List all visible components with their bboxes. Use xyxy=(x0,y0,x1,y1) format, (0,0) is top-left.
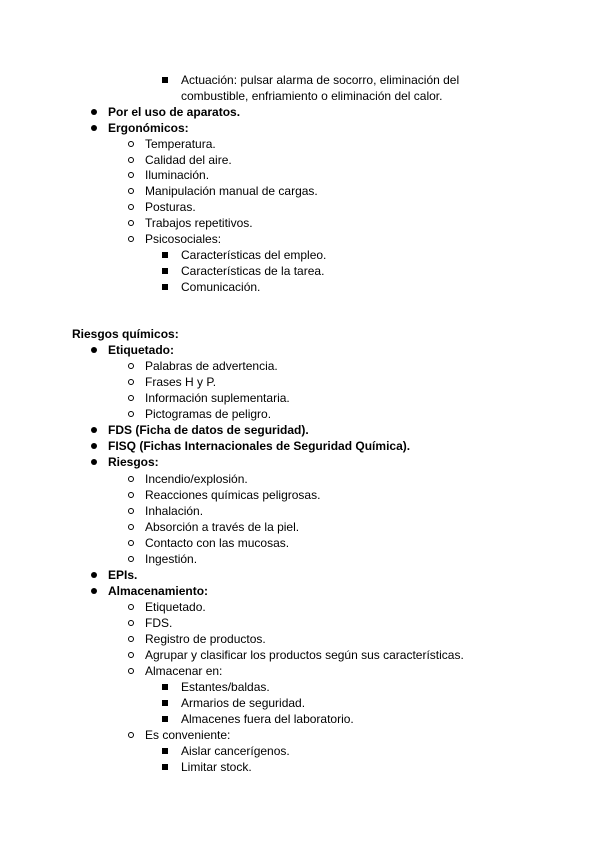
bullet-square xyxy=(162,684,168,690)
list-item: Registro de productos. xyxy=(145,632,266,646)
list-item: Trabajos repetitivos. xyxy=(145,216,253,230)
bullet-dot xyxy=(91,109,97,115)
bullet-ring xyxy=(128,732,134,738)
bullet-ring xyxy=(128,141,134,147)
list-item: Es conveniente: xyxy=(145,728,231,742)
list-item: Reacciones químicas peligrosas. xyxy=(145,488,321,502)
bullet-ring xyxy=(128,636,134,642)
bullet-ring xyxy=(128,620,134,626)
list-item: Calidad del aire. xyxy=(145,153,232,167)
bullet-ring xyxy=(128,236,134,242)
bullet-square xyxy=(162,700,168,706)
almacenamiento-heading: Almacenamiento: xyxy=(108,584,209,598)
fisq-item: FISQ (Fichas Internacionales de Seguridad Química). xyxy=(108,439,411,453)
bullet-ring xyxy=(128,556,134,562)
bullet-ring xyxy=(128,524,134,530)
list-item: Posturas. xyxy=(145,200,196,214)
list-item: Psicosociales: xyxy=(145,232,222,246)
list-item: Pictogramas de peligro. xyxy=(145,407,272,421)
list-item: Etiquetado. xyxy=(145,600,206,614)
bullet-square xyxy=(162,748,168,754)
list-item: Incendio/explosión. xyxy=(145,472,248,486)
bullet-square xyxy=(162,284,168,290)
bullet-square xyxy=(162,77,168,83)
bullet-dot xyxy=(91,125,97,131)
bullet-ring xyxy=(128,604,134,610)
bullet-dot xyxy=(91,572,97,578)
bullet-ring xyxy=(128,540,134,546)
bullet-dot xyxy=(91,443,97,449)
list-item: Agrupar y clasificar los productos según sus características. xyxy=(145,648,464,662)
list-item: Temperatura. xyxy=(145,137,216,151)
section-heading: Riesgos químicos: xyxy=(72,327,179,341)
list-item: Estantes/baldas. xyxy=(181,680,270,694)
list-item: Manipulación manual de cargas. xyxy=(145,184,318,198)
list-item: Iluminación. xyxy=(145,168,210,182)
bullet-ring xyxy=(128,476,134,482)
list-item: Contacto con las mucosas. xyxy=(145,536,290,550)
bullet-ring xyxy=(128,411,134,417)
ergonomicos-heading: Ergonómicos: xyxy=(108,121,189,135)
bullet-square xyxy=(162,716,168,722)
bullet-dot xyxy=(91,459,97,465)
epis-item: EPIs. xyxy=(108,568,138,582)
list-item: Características de la tarea. xyxy=(181,264,325,278)
riesgos-heading: Riesgos: xyxy=(108,455,159,469)
fds-item: FDS (Ficha de datos de seguridad). xyxy=(108,423,309,437)
list-item: Información suplementaria. xyxy=(145,391,290,405)
list-item: Frases H y P. xyxy=(145,375,217,389)
list-item: Ingestión. xyxy=(145,552,198,566)
actuacion-line-1: Actuación: pulsar alarma de socorro, eliminación del xyxy=(181,73,460,87)
list-item: Comunicación. xyxy=(181,280,261,294)
list-item: Palabras de advertencia. xyxy=(145,359,278,373)
bullet-ring xyxy=(128,204,134,210)
bullet-ring xyxy=(128,220,134,226)
list-item: Almacenar en: xyxy=(145,664,223,678)
bullet-ring xyxy=(128,188,134,194)
bullet-ring xyxy=(128,652,134,658)
bullet-dot xyxy=(91,347,97,353)
bullet-dot xyxy=(91,588,97,594)
list-item: Inhalación. xyxy=(145,504,204,518)
bullet-ring xyxy=(128,508,134,514)
bullet-square xyxy=(162,268,168,274)
bullet-ring xyxy=(128,363,134,369)
bullet-ring xyxy=(128,379,134,385)
list-item: FDS. xyxy=(145,616,173,630)
bullet-ring xyxy=(128,492,134,498)
list-item: Características del empleo. xyxy=(181,248,327,262)
list-item: Aislar cancerígenos. xyxy=(181,744,290,758)
bullet-ring xyxy=(128,172,134,178)
bullet-ring xyxy=(128,668,134,674)
etiquetado-heading: Etiquetado: xyxy=(108,343,174,357)
bullet-ring xyxy=(128,157,134,163)
list-item: Armarios de seguridad. xyxy=(181,696,306,710)
list-item: Limitar stock. xyxy=(181,760,252,774)
list-item: Almacenes fuera del laboratorio. xyxy=(181,712,354,726)
bullet-square xyxy=(162,764,168,770)
bullet-square xyxy=(162,252,168,258)
bullet-dot xyxy=(91,427,97,433)
uso-aparatos: Por el uso de aparatos. xyxy=(108,105,241,119)
bullet-ring xyxy=(128,395,134,401)
actuacion-line-2: combustible, enfriamiento o eliminación del calor. xyxy=(181,89,443,103)
list-item: Absorción a través de la piel. xyxy=(145,520,300,534)
